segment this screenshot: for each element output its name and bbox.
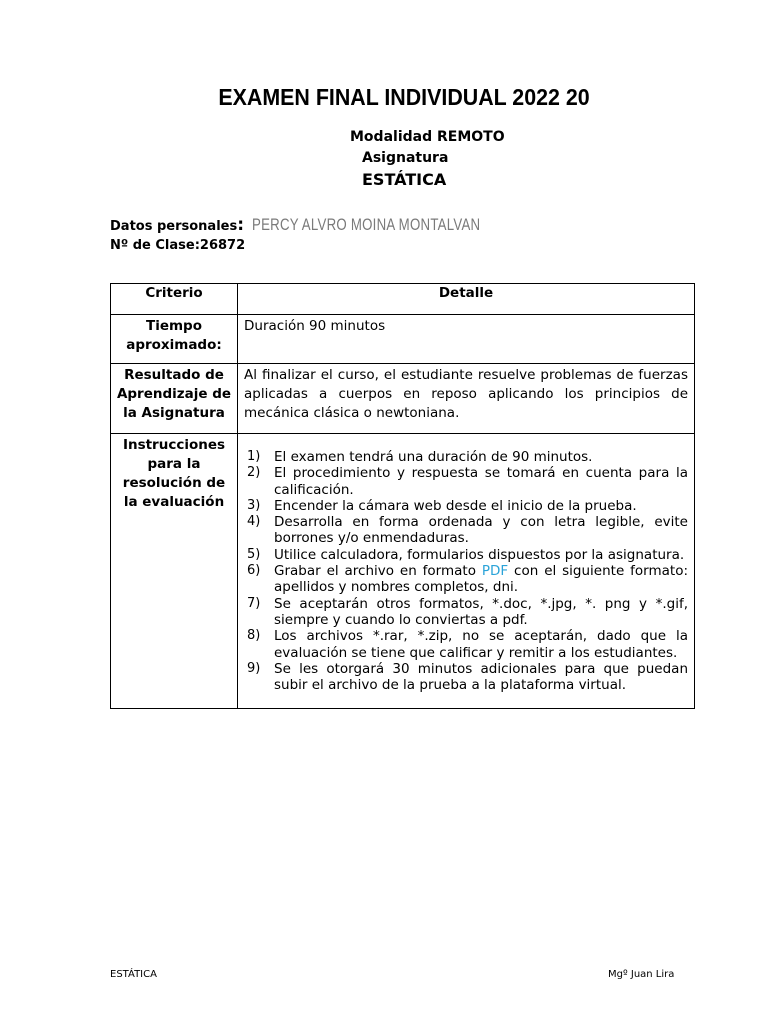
item-text-post: con el siguiente formato: apellidos y nombres completos, dni. <box>274 563 688 596</box>
personal-data <box>110 215 544 235</box>
item-number: 5) <box>247 546 261 562</box>
header-criterio: Criterio <box>111 284 238 315</box>
list-item <box>244 449 688 465</box>
row-detail: Al finalizar el curso, el estudiante resuelve problemas de fuerzas aplicadas a cuerpos en reposo aplicando los principios de mecánica clásica o newtoniana. <box>238 364 695 434</box>
student-name: PERCY ALVRO MOINA MONTALVAN <box>251 215 480 234</box>
asignatura-label: Asignatura <box>362 150 449 166</box>
row-detail: Duración 90 minutos <box>238 315 695 364</box>
item-number: 3) <box>247 497 261 513</box>
footer-author: Mgº Juan Lira <box>608 969 675 980</box>
criteria-table <box>110 283 695 709</box>
item-number: 4) <box>247 514 261 530</box>
course-name: ESTÁTICA <box>362 170 447 189</box>
item-number: 2) <box>247 465 261 481</box>
table-header-row <box>111 284 695 315</box>
list-item <box>244 498 688 514</box>
item-text-pre: Grabar el archivo en formato <box>274 563 482 580</box>
row-label: Instrucciones para la resolución de la evaluación <box>111 434 238 709</box>
row-label: Tiempo aproximado: <box>111 315 238 364</box>
row-label: Resultado de Aprendizaje de la Asignatura <box>111 364 238 434</box>
item-number: 7) <box>247 595 261 611</box>
personal-data-label: Datos personales <box>110 219 238 234</box>
table-row <box>111 315 695 364</box>
item-number: 9) <box>247 660 261 676</box>
item-text: Utilice calculadora, formularios dispuestos por la asignatura. <box>274 546 685 563</box>
item-text: El procedimiento y respuesta se tomará en cuenta para la calificación. <box>274 465 688 498</box>
item-number: 8) <box>247 628 261 644</box>
item-text: Los archivos *.rar, *.zip, no se aceptarán, dado que la evaluación se tiene que calificar y remitir a los estudiantes. <box>274 628 688 661</box>
instructions-list <box>244 449 688 693</box>
instructions-cell <box>238 434 695 709</box>
personal-data-colon: : <box>237 215 245 235</box>
footer-course: ESTÁTICA <box>110 969 157 980</box>
header-detalle: Detalle <box>238 284 695 315</box>
table-row <box>111 364 695 434</box>
item-number: 6) <box>247 563 261 579</box>
table-row <box>111 434 695 709</box>
item-text: Se les otorgará 30 minutos adicionales para que puedan subir el archivo de la prueba a la plataforma virtual. <box>274 660 688 694</box>
item-text: Encender la cámara web desde el inicio de la prueba. <box>274 497 637 514</box>
item-text: El examen tendrá una duración de 90 minutos. <box>274 449 593 465</box>
list-item <box>244 661 688 694</box>
modalidad: Modalidad REMOTO <box>350 129 505 145</box>
pdf-link[interactable]: PDF <box>481 563 509 580</box>
item-text: Se aceptarán otros formatos, *.doc, *.jpg, *. png y *.gif, siempre y cuando lo conviertas a pdf. <box>274 595 688 628</box>
list-item <box>244 465 688 498</box>
class-number: Nº de Clase:26872 <box>110 238 246 253</box>
item-text: Desarrolla en forma ordenada y con letra legible, evite borrones y/o enmendaduras. <box>274 514 688 547</box>
exam-title: EXAMEN FINAL INDIVIDUAL 2022 20 <box>218 84 590 110</box>
list-item <box>244 563 688 596</box>
list-item <box>244 596 688 629</box>
list-item <box>244 514 688 547</box>
list-item <box>244 547 688 563</box>
item-number: 1) <box>247 449 261 464</box>
list-item <box>244 628 688 661</box>
